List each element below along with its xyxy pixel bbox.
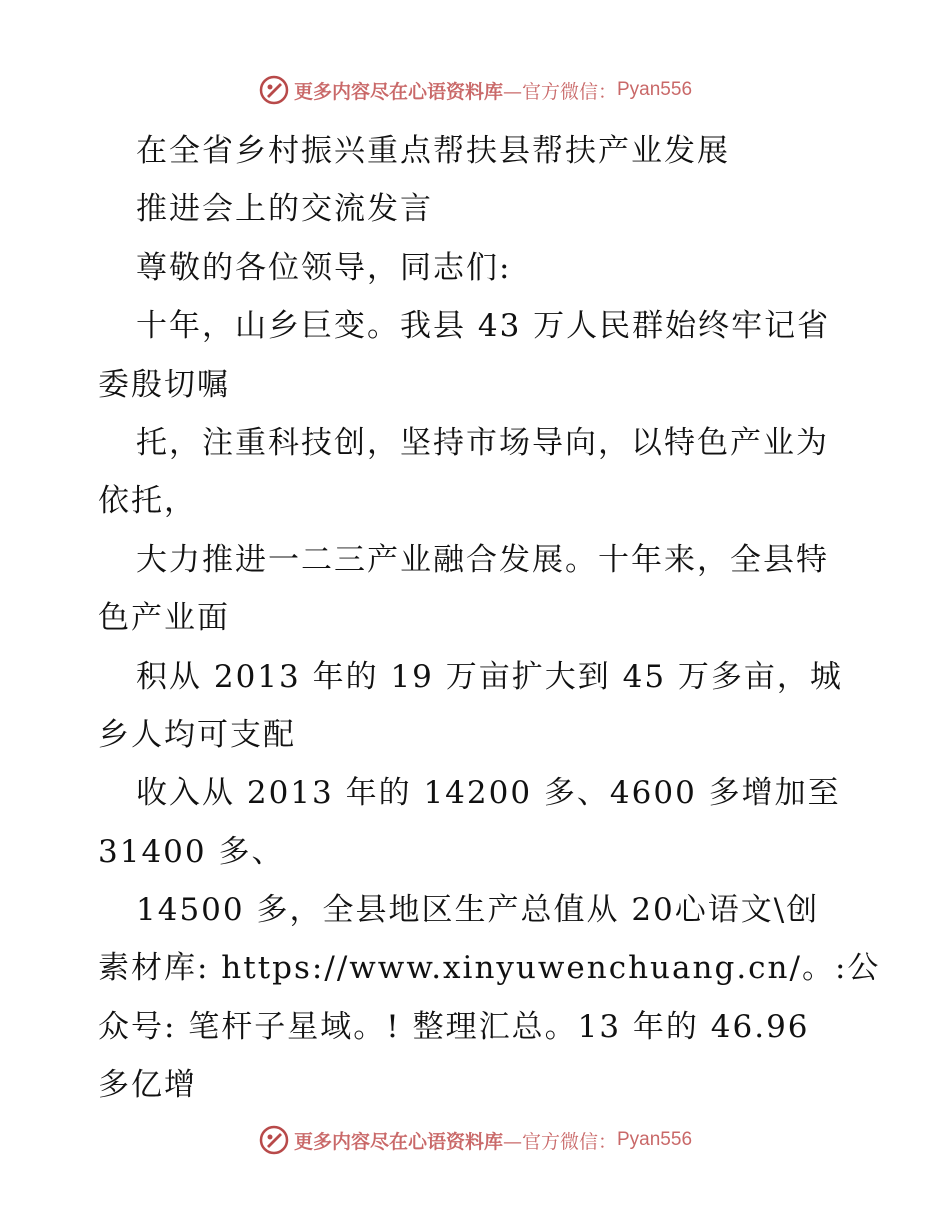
paragraph-line: 多亿增 <box>98 1067 197 1104</box>
header-wechat-label: —官方微信： <box>502 80 617 103</box>
footer-wechat-label: —官方微信： <box>502 1130 617 1153</box>
paragraph-line: 色产业面 <box>98 600 230 637</box>
footer-watermark <box>0 1120 950 1160</box>
paragraph-line: 14500 多，全县地区生产总值从 20心语文\创 <box>136 892 820 929</box>
document-body <box>98 122 881 1115</box>
paragraph-line: 收入从 2013 年的 14200 多、4600 多增加至 <box>136 775 841 812</box>
quill-seal-icon <box>258 1124 290 1156</box>
paragraph-line: 托，注重科技创，坚持市场导向，以特色产业为 <box>136 424 829 461</box>
paragraph-line: 十年，山乡巨变。我县 43 万人民群始终牢记省 <box>136 308 831 345</box>
footer-wechat-id: Pyan556 <box>617 1129 693 1150</box>
paragraph-line: 31400 多、 <box>98 833 285 870</box>
paragraph-line: 乡人均可支配 <box>98 716 296 753</box>
quill-seal-icon <box>258 74 290 106</box>
paragraph-line: 大力推进一二三产业融合发展。十年来，全县特 <box>136 541 829 578</box>
paragraph-line: 众号: 笔杆子星域。! 整理汇总。13 年的 46.96 <box>98 1008 810 1045</box>
doc-title-line-1: 在全省乡村振兴重点帮扶县帮扶产业发展 <box>136 133 730 169</box>
paragraph-line: 依托， <box>98 483 197 520</box>
doc-title-line-2: 推进会上的交流发言 <box>136 191 433 228</box>
paragraph-line: 素材库: https://www.xinyuwenchuang.cn/。:公 <box>98 950 881 987</box>
paragraph-line: 委殷切嘱 <box>98 366 230 403</box>
footer-brand-text: 更多内容尽在心语资料库 <box>293 1130 503 1153</box>
header-wechat-id: Pyan556 <box>617 79 693 100</box>
header-brand-text: 更多内容尽在心语资料库 <box>293 80 503 103</box>
paragraph-line: 积从 2013 年的 19 万亩扩大到 45 万多亩，城 <box>136 658 843 695</box>
header-watermark <box>0 70 950 110</box>
salutation: 尊敬的各位领导，同志们: <box>136 249 512 286</box>
